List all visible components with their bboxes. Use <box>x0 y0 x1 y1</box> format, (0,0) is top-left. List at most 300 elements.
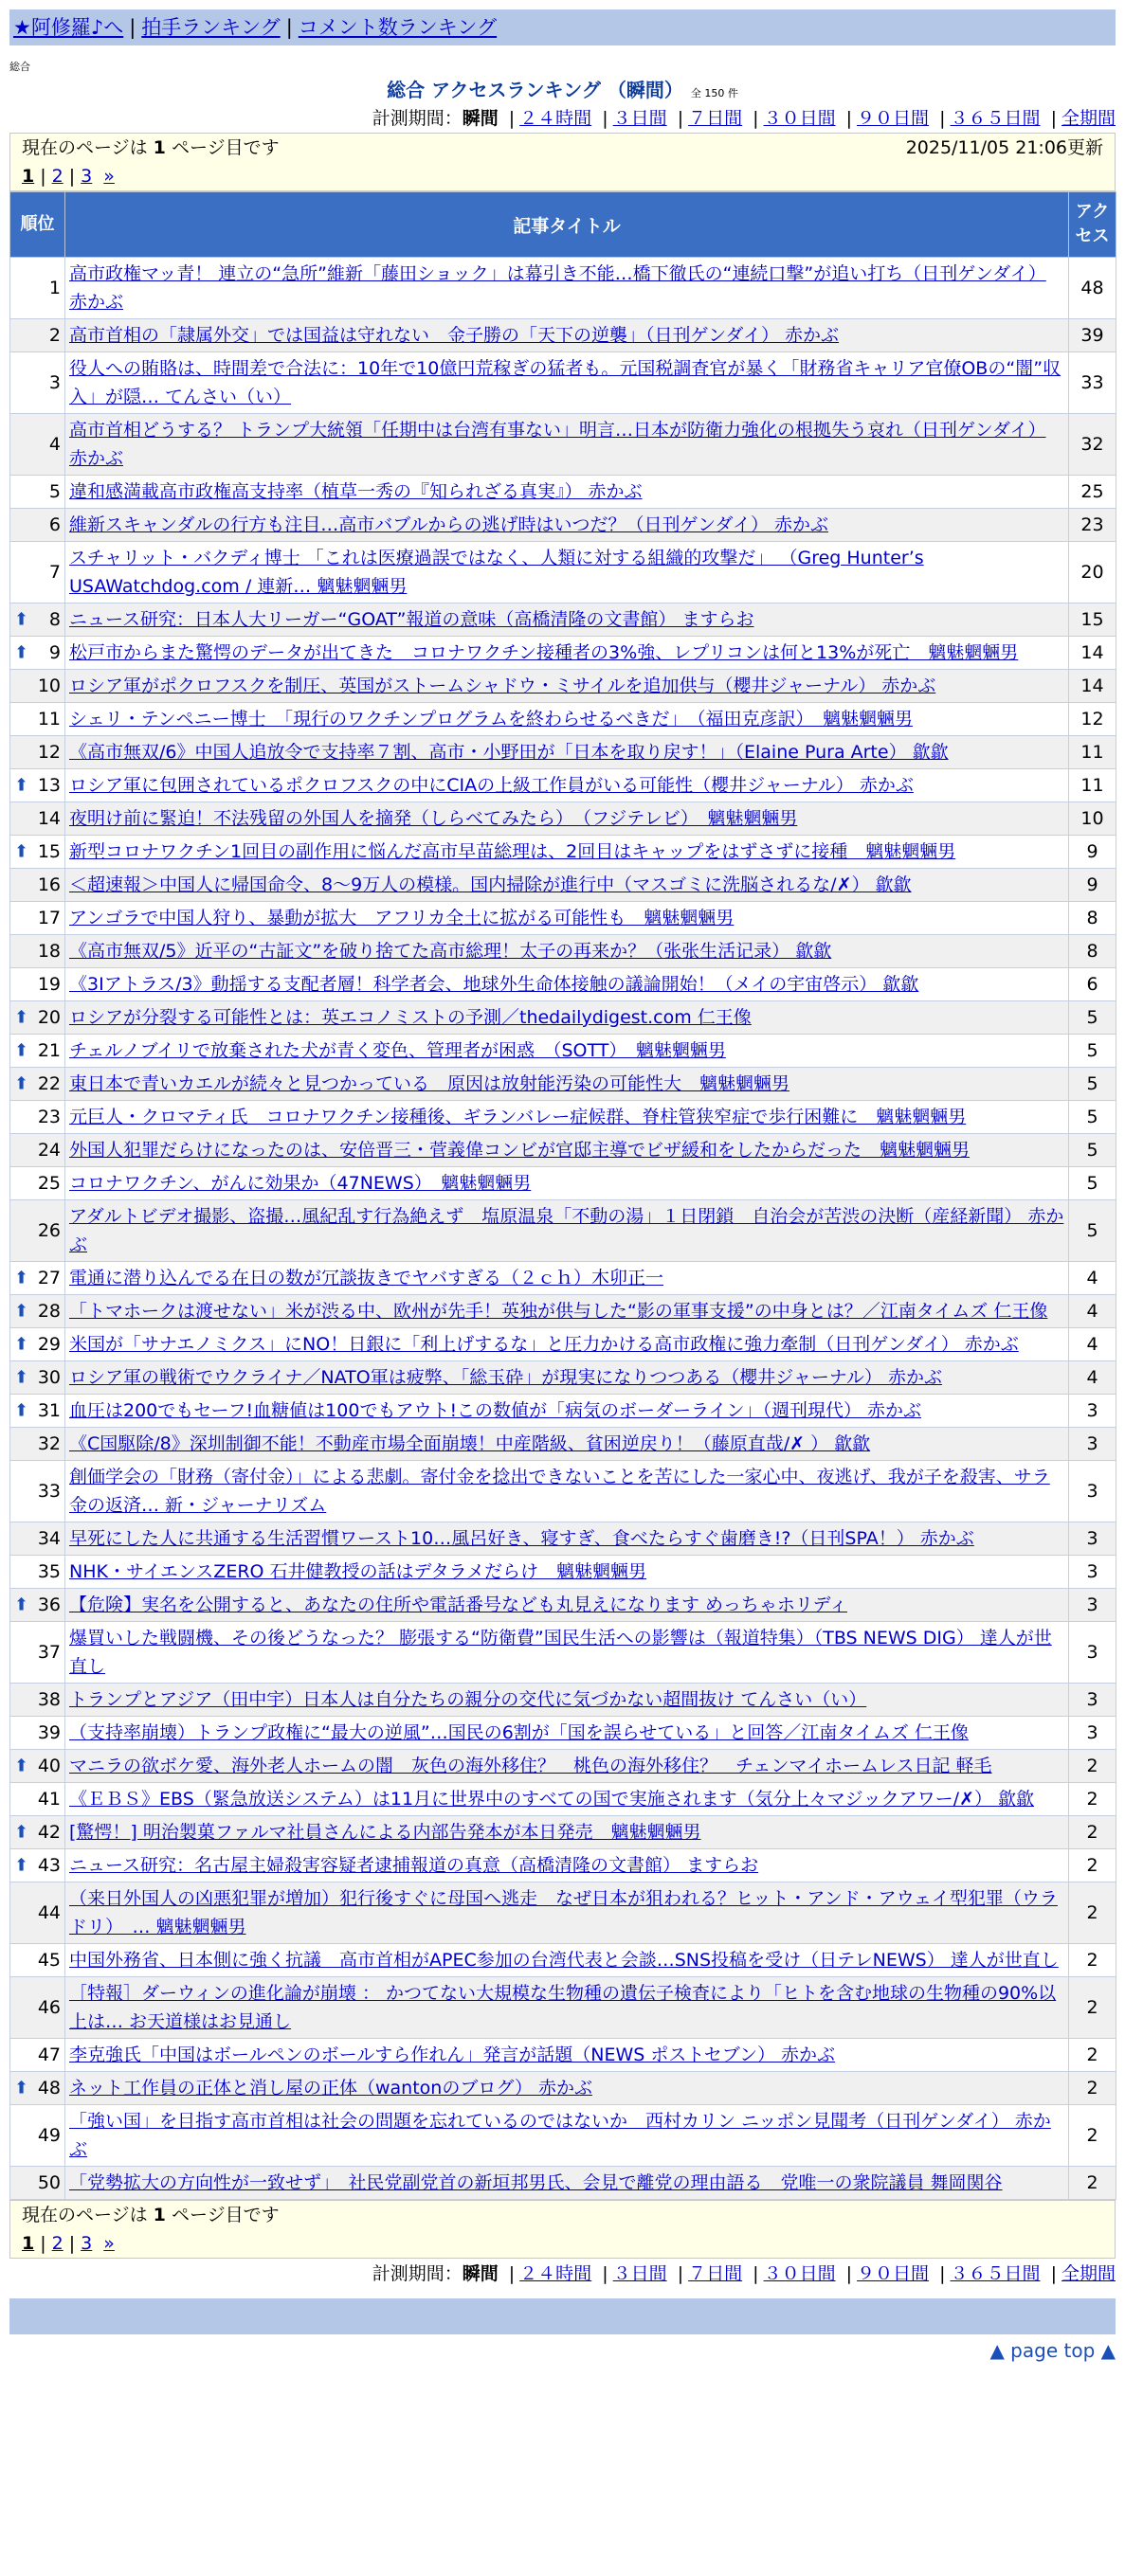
rank-cell <box>10 352 65 414</box>
table-row <box>10 1262 1116 1295</box>
table-row <box>10 902 1116 935</box>
article-link[interactable]: トランプとアジア（田中宇）日本人は自分たちの親分の交代に気づかない超間抜け てんさい（い） <box>69 1689 867 1710</box>
page-top-area <box>0 2334 1125 2367</box>
current-page-text-bottom: 現在のページは 1 ページ目です <box>22 2205 280 2225</box>
current-page-text: 現在のページは 1 ページ目です <box>22 137 280 158</box>
article-link[interactable]: 早死にした人に共通する生活習慣ワースト10…風呂好き、寝すぎ、食べたらすぐ歯磨き!?（日刊SPA！） 赤かぶ <box>69 1528 974 1549</box>
article-link[interactable]: 《高市無双/5》近平の“古証文”を破り捨てた高市総理！太子の再来か？（张张生活记录） 歙歙 <box>69 941 832 962</box>
page-next[interactable]: » <box>103 166 115 187</box>
rank-number: 23 <box>37 1107 61 1127</box>
title-cell <box>65 935 1069 968</box>
article-link[interactable]: チェルノブイリで放棄された犬が青く変色、管理者が困惑 （SOTT） 魑魅魍魎男 <box>69 1040 726 1061</box>
table-row <box>10 1068 1116 1101</box>
rank-number: 38 <box>37 1689 61 1710</box>
article-link[interactable]: スチャリット・バクディ博士 「これは医療過誤ではなく、人類に対する組織的攻撃だ」 （Greg Hunter’s USAWatchdog.com / 連新… 魑魅魍魎男 <box>69 548 924 597</box>
up-arrow-icon: ⬆ <box>14 1301 29 1322</box>
updated-time: 2025/11/05 21:06更新 <box>905 137 1103 158</box>
title-cell <box>65 1522 1069 1556</box>
period-current-bottom: 瞬間 <box>462 2263 499 2284</box>
article-link[interactable]: ニュース研究：日本人大リーガー“GOAT”報道の意味（高橋清隆の文書館） ますらお <box>69 609 754 630</box>
rank-number: 19 <box>37 974 61 995</box>
period-link-all-bottom[interactable]: 全期間 <box>1061 2263 1116 2284</box>
title-cell <box>65 1849 1069 1882</box>
pager-panel-bottom <box>9 2200 1116 2259</box>
article-link[interactable]: 《ＥＢＳ》EBS（緊急放送システム）は11月に世界中のすべての国で実施されます（気分上々マジックアワー/✗） 歙歙 <box>69 1789 1035 1810</box>
rank-number: 15 <box>37 841 61 862</box>
table-row <box>10 1783 1116 1816</box>
title-cell <box>65 1262 1069 1295</box>
table-row <box>10 1395 1116 1428</box>
period-link-24h-bottom[interactable]: ２４時間 <box>519 2263 592 2284</box>
access-count: 2 <box>1069 1849 1116 1882</box>
access-count: 39 <box>1069 319 1116 352</box>
title-cell <box>65 2105 1069 2167</box>
rank-cell <box>10 802 65 836</box>
table-row <box>10 1849 1116 1882</box>
access-count: 23 <box>1069 509 1116 542</box>
rank-cell <box>10 1428 65 1461</box>
access-count: 8 <box>1069 935 1116 968</box>
access-count: 2 <box>1069 1944 1116 1977</box>
title-cell <box>65 802 1069 836</box>
article-link[interactable]: 違和感満載高市政権高支持率（植草一秀の『知られざる真実』） 赤かぶ <box>69 481 643 502</box>
page-link-3[interactable]: 3 <box>81 166 93 187</box>
table-row <box>10 968 1116 1001</box>
rank-number: 11 <box>37 709 61 730</box>
access-count: 5 <box>1069 1101 1116 1134</box>
article-link[interactable]: ニュース研究：名古屋主婦殺害容疑者逮捕報道の真意（高橋清隆の文書館） ますらお <box>69 1855 759 1876</box>
article-link[interactable]: ＜超速報＞中国人に帰国命令、8～9万人の模様。国内掃除が進行中（マスゴミに洗脳されるな/✗） 歙歙 <box>69 874 912 895</box>
access-count: 3 <box>1069 1556 1116 1589</box>
table-row <box>10 1295 1116 1328</box>
rank-cell <box>10 935 65 968</box>
page-link-3-bottom[interactable]: 3 <box>81 2233 93 2254</box>
table-row <box>10 1134 1116 1167</box>
title-cell <box>65 1717 1069 1750</box>
category-label: 総合 <box>9 61 30 73</box>
title-cell <box>65 1167 1069 1200</box>
article-link[interactable]: 新型コロナワクチン1回目の副作用に悩んだ高市早苗総理は、2回目はキャップをはずさずに接種 魑魅魍魎男 <box>69 841 956 862</box>
title-cell <box>65 2167 1069 2200</box>
title-cell <box>65 2072 1069 2105</box>
rank-cell <box>10 1589 65 1622</box>
period-link-3d-bottom[interactable]: ３日間 <box>612 2263 667 2284</box>
article-link[interactable]: 《3Iアトラス/3》動揺する支配者層！科学者会、地球外生命体接触の議論開始！（メイの宇宙啓示） 歙歙 <box>69 974 919 995</box>
nav-link-home[interactable]: ★阿修羅♪へ <box>13 16 124 39</box>
rank-cell <box>10 769 65 802</box>
article-link[interactable]: アダルトビデオ撮影、盗撮…風紀乱す行為絶えず 塩原温泉「不動の湯」１日閉鎖 自治会が苦渋の決断（産経新聞） 赤かぶ <box>69 1206 1064 1255</box>
table-row <box>10 869 1116 902</box>
article-link[interactable]: マニラの欲ボケ愛、海外老人ホームの闇 灰色の海外移住？ 桃色の海外移住？ チェンマイホームレス日記 軽毛 <box>69 1756 992 1776</box>
table-row <box>10 802 1116 836</box>
access-count: 10 <box>1069 802 1116 836</box>
article-link[interactable]: 高市首相どうする？ トランプ大統領「任期中は台湾有事ない」明言…日本が防衛力強化の根拠失う哀れ（日刊ゲンダイ） 赤かぶ <box>69 420 1046 469</box>
title-cell <box>65 319 1069 352</box>
title-cell <box>65 2039 1069 2072</box>
up-arrow-icon: ⬆ <box>14 1040 29 1061</box>
page-link-2-bottom[interactable]: 2 <box>51 2233 64 2254</box>
rank-cell <box>10 703 65 736</box>
article-link[interactable]: ロシアが分裂する可能性とは：英エコノミストの予測／thedailydigest.com 仁王像 <box>69 1007 752 1028</box>
table-row <box>10 603 1116 637</box>
total-count: 全 150 件 <box>690 87 738 99</box>
article-link[interactable]: 高市政権マッ青！ 連立の“急所”維新「藤田ショック」は幕引き不能…橋下徹氏の“連続口撃”が追い打ち（日刊ゲンダイ） 赤かぶ <box>69 263 1046 313</box>
rank-number: 24 <box>37 1140 61 1161</box>
rank-cell <box>10 1882 65 1944</box>
period-link-30d[interactable]: ３０日間 <box>763 108 836 129</box>
table-row <box>10 1882 1116 1944</box>
title-cell <box>65 902 1069 935</box>
rank-cell <box>10 2039 65 2072</box>
rank-number: 44 <box>37 1902 61 1923</box>
article-link[interactable]: （支持率崩壊）トランプ政権に“最大の逆風”…国民の6割が「国を誤らせている」と回答／江南タイムズ 仁王像 <box>69 1722 969 1743</box>
table-row <box>10 736 1116 769</box>
access-count: 25 <box>1069 476 1116 509</box>
rank-number: 27 <box>37 1268 61 1288</box>
title-cell <box>65 1622 1069 1684</box>
title-cell <box>65 1750 1069 1783</box>
rank-number: 6 <box>48 514 61 535</box>
table-row <box>10 836 1116 869</box>
table-row <box>10 1622 1116 1684</box>
table-row <box>10 935 1116 968</box>
table-row <box>10 1167 1116 1200</box>
period-link-365d-bottom[interactable]: ３６５日間 <box>950 2263 1041 2284</box>
table-row <box>10 1717 1116 1750</box>
title-cell <box>65 1428 1069 1461</box>
rank-cell <box>10 1977 65 2039</box>
nav-link-comment-ranking[interactable]: コメント数ランキング <box>298 16 498 39</box>
up-arrow-icon: ⬆ <box>14 1400 29 1421</box>
rank-number: 29 <box>37 1334 61 1355</box>
table-row <box>10 258 1116 319</box>
period-link-90d-bottom[interactable]: ９０日間 <box>857 2263 930 2284</box>
rank-number: 35 <box>37 1561 61 1582</box>
table-row <box>10 1556 1116 1589</box>
header-title: 記事タイトル <box>65 192 1069 258</box>
rank-number: 22 <box>37 1073 61 1094</box>
page-next-bottom[interactable]: » <box>103 2233 115 2254</box>
title-cell <box>65 414 1069 476</box>
title-cell <box>65 1816 1069 1849</box>
rank-number: 14 <box>37 808 61 829</box>
rank-cell <box>10 869 65 902</box>
page-top-link[interactable]: ▲ page top ▲ <box>989 2339 1116 2362</box>
header-rank: 順位 <box>10 192 65 258</box>
article-link[interactable]: 《高市無双/6》中国人追放令で支持率７割、高市・小野田が「日本を取り戻す！」（Elaine Pura Arte） 歙歙 <box>69 742 949 763</box>
table-row <box>10 509 1116 542</box>
title-cell <box>65 1461 1069 1522</box>
access-count: 11 <box>1069 769 1116 802</box>
period-link-7d-bottom[interactable]: ７日間 <box>688 2263 743 2284</box>
ranking-table <box>9 191 1116 2200</box>
page-title <box>0 76 1125 104</box>
rank-number: 3 <box>48 372 61 393</box>
nav-link-clap-ranking[interactable]: 拍手ランキング <box>141 16 281 39</box>
rank-number: 43 <box>37 1855 61 1876</box>
rank-number: 36 <box>37 1594 61 1615</box>
title-cell <box>65 670 1069 703</box>
article-link[interactable]: 「強い国」を目指す高市首相は社会の問題を忘れているのではないか 西村カリン ニッポン見聞考（日刊ゲンダイ） 赤かぶ <box>69 2111 1051 2160</box>
access-count: 4 <box>1069 1328 1116 1361</box>
title-cell <box>65 736 1069 769</box>
page-link-2[interactable]: 2 <box>51 166 64 187</box>
rank-number: 10 <box>37 676 61 696</box>
article-link[interactable]: 維新スキャンダルの行方も注目…高市バブルからの逃げ時はいつだ？（日刊ゲンダイ） 赤かぶ <box>69 514 829 535</box>
table-row <box>10 1461 1116 1522</box>
period-link-7d[interactable]: ７日間 <box>688 108 743 129</box>
rank-number: 39 <box>37 1722 61 1743</box>
up-arrow-icon: ⬆ <box>14 841 29 862</box>
rank-number: 28 <box>37 1301 61 1322</box>
table-row <box>10 414 1116 476</box>
period-selector-bottom: 計測期間：瞬間 | ２４時間 | ３日間 | ７日間 | ３０日間 | ９０日間 | ３６５日間 | 全期間 <box>372 2263 1116 2284</box>
article-link[interactable]: 「党勢拡大の方向性が一致せず」 社民党副党首の新垣邦男氏、会見で離党の理由語る 党唯一の衆院議員 舞岡関谷 <box>69 2172 1003 2193</box>
rank-number: 46 <box>37 1997 61 2018</box>
period-label: 計測期間： <box>372 108 463 129</box>
article-link[interactable]: 爆買いした戦闘機、その後どうなった？ 膨張する“防衛費”国民生活への影響は（報道特集）（TBS NEWS DIG） 達人が世直し <box>69 1628 1052 1677</box>
period-link-30d-bottom[interactable]: ３０日間 <box>763 2263 836 2284</box>
access-count: 5 <box>1069 1001 1116 1035</box>
access-count: 14 <box>1069 637 1116 670</box>
article-link[interactable]: 夜明け前に緊迫！不法残留の外国人を摘発（しらべてみたら） （フジテレビ） 魑魅魍魎男 <box>69 808 798 829</box>
rank-cell <box>10 2105 65 2167</box>
rank-cell <box>10 1035 65 1068</box>
rank-cell <box>10 414 65 476</box>
table-row <box>10 1816 1116 1849</box>
rank-cell <box>10 670 65 703</box>
table-row <box>10 1101 1116 1134</box>
table-row <box>10 1522 1116 1556</box>
table-row <box>10 670 1116 703</box>
table-row <box>10 1200 1116 1262</box>
access-count: 8 <box>1069 902 1116 935</box>
period-link-all[interactable]: 全期間 <box>1061 108 1116 129</box>
title-cell <box>65 637 1069 670</box>
article-link[interactable]: 創価学会の「財務（寄付金）」による悲劇。寄付金を捻出できないことを苦にした一家心中、夜逃げ、我が子を殺害、サラ金の返済… 新・ジャーナリズム <box>69 1467 1050 1516</box>
up-arrow-icon: ⬆ <box>14 1268 29 1288</box>
rank-number: 49 <box>37 2125 61 2146</box>
period-label-bottom: 計測期間： <box>372 2263 463 2284</box>
access-count: 5 <box>1069 1134 1116 1167</box>
title-cell <box>65 1134 1069 1167</box>
rank-cell <box>10 603 65 637</box>
rank-number: 5 <box>48 481 61 502</box>
article-link[interactable]: 役人への賄賂は、時間差で合法に：10年で10億円荒稼ぎの猛者も。元国税調査官が暴く「財務省キャリア官僚OBの“闇”収入」が隠… てんさい（い） <box>69 358 1061 407</box>
title-cell <box>65 968 1069 1001</box>
access-count: 14 <box>1069 670 1116 703</box>
title-cell <box>65 476 1069 509</box>
access-count: 33 <box>1069 352 1116 414</box>
article-link[interactable]: 血圧は200でもセーフ!血糖値は100でもアウト!この数値が「病気のボーダーライン」（週刊現代） 赤かぶ <box>69 1400 922 1421</box>
rank-number: 9 <box>48 642 61 663</box>
rank-number: 34 <box>37 1528 61 1549</box>
access-count: 5 <box>1069 1035 1116 1068</box>
rank-cell <box>10 1134 65 1167</box>
table-row <box>10 1977 1116 2039</box>
rank-number: 48 <box>37 2078 61 2099</box>
article-link[interactable]: 李克強氏「中国はボールペンのボールすら作れん」発言が話題（NEWS ポストセブン） 赤かぶ <box>69 2045 836 2065</box>
table-row <box>10 319 1116 352</box>
access-count: 2 <box>1069 1977 1116 2039</box>
rank-cell <box>10 1622 65 1684</box>
article-link[interactable]: ロシア軍がポクロフスクを制圧、英国がストームシャドウ・ミサイルを追加供与（櫻井ジャーナル） 赤かぶ <box>69 676 936 696</box>
rank-cell <box>10 637 65 670</box>
title-cell <box>65 1882 1069 1944</box>
period-link-3d[interactable]: ３日間 <box>612 108 667 129</box>
article-link[interactable]: アンゴラで中国人狩り、暴動が拡大 アフリカ全土に拡がる可能性も 魑魅魍魎男 <box>69 908 735 928</box>
article-link[interactable]: 米国が「サナエノミクス」にNO！日銀に「利上げするな」と圧力かける高市政権に強力牽制（日刊ゲンダイ） 赤かぶ <box>69 1334 1019 1355</box>
article-link[interactable]: （来日外国人の凶悪犯罪が増加）犯行後すぐに母国へ逃走 なぜ日本が狙われる？ヒット・アンド・アウェイ型犯罪（ウラドリ） … 魑魅魍魎男 <box>69 1888 1058 1937</box>
title-cell <box>65 352 1069 414</box>
pagination: 1 | 2 | 3 » <box>22 166 115 187</box>
access-count: 3 <box>1069 1622 1116 1684</box>
article-link[interactable]: 《C国駆除/8》深圳制御不能！不動産市場全面崩壊！中産階級、貧困逆戻り！（藤原直哉/✗ ） 歙歙 <box>69 1433 871 1454</box>
table-row <box>10 542 1116 603</box>
rank-cell <box>10 1944 65 1977</box>
rank-number: 41 <box>37 1789 61 1810</box>
article-link[interactable]: 【危険】実名を公開すると、あなたの住所や電話番号なども丸見えになります めっちゃホリディ <box>69 1594 847 1615</box>
article-link[interactable]: [驚愕！] 明治製菓ファルマ社員さんによる内部告発本が本日発売 魑魅魍魎男 <box>69 1822 701 1843</box>
title-cell <box>65 1361 1069 1395</box>
rank-cell <box>10 1262 65 1295</box>
rank-number: 21 <box>37 1040 61 1061</box>
title-cell <box>65 1068 1069 1101</box>
rank-cell <box>10 736 65 769</box>
article-link[interactable]: ロシア軍の戦術でウクライナ／NATO軍は疲弊、「総玉砕」が現実になりつつある（櫻井ジャーナル） 赤かぶ <box>69 1367 942 1388</box>
rank-cell <box>10 476 65 509</box>
rank-number: 32 <box>37 1433 61 1454</box>
rank-cell <box>10 1522 65 1556</box>
top-navigation: ★阿修羅♪へ | 拍手ランキング | コメント数ランキング <box>9 9 1116 45</box>
period-selector-top: 計測期間：瞬間 | ２４時間 | ３日間 | ７日間 | ３０日間 | ９０日間 | ３６５日間 | 全期間 <box>372 108 1116 129</box>
up-arrow-icon: ⬆ <box>14 1756 29 1776</box>
table-row <box>10 1944 1116 1977</box>
article-link[interactable]: ロシア軍に包囲されているポクロフスクの中にCIAの上級工作員がいる可能性（櫻井ジャーナル） 赤かぶ <box>69 775 914 796</box>
rank-cell <box>10 1461 65 1522</box>
article-link[interactable]: NHK・サイエンスZERO 石井健教授の話はデタラメだらけ 魑魅魍魎男 <box>69 1561 646 1582</box>
table-row <box>10 2167 1116 2200</box>
access-count: 9 <box>1069 836 1116 869</box>
article-link[interactable]: ネット工作員の正体と消し屋の正体（wantonのブログ） 赤かぶ <box>69 2078 592 2099</box>
rank-number: 18 <box>37 941 61 962</box>
title-cell <box>65 258 1069 319</box>
rank-number: 2 <box>48 325 61 346</box>
title-cell <box>65 769 1069 802</box>
rank-number: 50 <box>37 2172 61 2193</box>
table-row <box>10 2105 1116 2167</box>
table-row <box>10 1684 1116 1717</box>
title-cell <box>65 1783 1069 1816</box>
rank-number: 20 <box>37 1007 61 1028</box>
article-link[interactable]: 松戸市からまた驚愕のデータが出てきた コロナワクチン接種者の3%強、レプリコンは何と13%が死亡 魑魅魍魎男 <box>69 642 1019 663</box>
article-link[interactable]: 外国人犯罪だらけになったのは、安倍晋三・菅義偉コンビが官邸主導でビザ緩和をしたからだった 魑魅魍魎男 <box>69 1140 971 1161</box>
footer-bar <box>9 2298 1116 2334</box>
page-current-bottom: 1 <box>22 2233 35 2254</box>
title-cell <box>65 542 1069 603</box>
title-cell <box>65 869 1069 902</box>
rank-number: 12 <box>37 742 61 763</box>
period-link-365d[interactable]: ３６５日間 <box>950 108 1041 129</box>
up-arrow-icon: ⬆ <box>14 1594 29 1615</box>
access-count: 3 <box>1069 1717 1116 1750</box>
rank-number: 33 <box>37 1481 61 1502</box>
article-link[interactable]: コロナワクチン、がんに効果か（47NEWS） 魑魅魍魎男 <box>69 1173 532 1194</box>
page-current: 1 <box>22 166 35 187</box>
rank-cell <box>10 1068 65 1101</box>
access-count: 12 <box>1069 703 1116 736</box>
table-row <box>10 1428 1116 1461</box>
article-link[interactable]: ［特報］ダーウィンの進化論が崩壊 ： かつてない大規模な生物種の遺伝子検査により「ヒトを含む地球の生物種の90%以上は… お天道様はお見通し <box>69 1983 1057 2032</box>
article-link[interactable]: 中国外務省、日本側に強く抗議 高市首相がAPEC参加の台湾代表と会談…SNS投稿を受け（日テレNEWS） 達人が世直し <box>69 1950 1059 1971</box>
article-link[interactable]: 元巨人・クロマティ氏 コロナワクチン接種後、ギランバレー症候群、脊柱管狭窄症で歩行困難に 魑魅魍魎男 <box>69 1107 967 1127</box>
article-link[interactable]: 東日本で青いカエルが続々と見つかっている 原因は放射能汚染の可能性大 魑魅魍魎男 <box>69 1073 790 1094</box>
access-count: 20 <box>1069 542 1116 603</box>
rank-cell <box>10 1849 65 1882</box>
header-access: アクセス <box>1069 192 1116 258</box>
title-cell <box>65 1684 1069 1717</box>
rank-number: 30 <box>37 1367 61 1388</box>
period-link-90d[interactable]: ９０日間 <box>857 108 930 129</box>
article-link[interactable]: 高市首相の「隷属外交」では国益は守れない 金子勝の「天下の逆襲」（日刊ゲンダイ） 赤かぶ <box>69 325 840 346</box>
access-count: 3 <box>1069 1684 1116 1717</box>
access-count: 4 <box>1069 1262 1116 1295</box>
period-link-24h[interactable]: ２４時間 <box>519 108 592 129</box>
access-count: 6 <box>1069 968 1116 1001</box>
rank-cell <box>10 2072 65 2105</box>
rank-cell <box>10 509 65 542</box>
table-row <box>10 352 1116 414</box>
page-title-text: 総合 アクセスランキング （瞬間） <box>387 79 683 101</box>
rank-cell <box>10 1816 65 1849</box>
title-cell <box>65 1395 1069 1428</box>
table-row <box>10 1328 1116 1361</box>
title-cell <box>65 603 1069 637</box>
up-arrow-icon: ⬆ <box>14 775 29 796</box>
up-arrow-icon: ⬆ <box>14 2078 29 2099</box>
access-count: 4 <box>1069 1295 1116 1328</box>
up-arrow-icon: ⬆ <box>14 1007 29 1028</box>
table-row <box>10 476 1116 509</box>
rank-cell <box>10 1395 65 1428</box>
table-row <box>10 1750 1116 1783</box>
table-row <box>10 2039 1116 2072</box>
rank-number: 45 <box>37 1950 61 1971</box>
pager-panel-top <box>9 133 1116 191</box>
article-link[interactable]: シェリ・テンペニー博士 「現行のワクチンプログラムを終わらせるべきだ」 （福田克彦訳） 魑魅魍魎男 <box>69 709 913 730</box>
table-row <box>10 1035 1116 1068</box>
table-row <box>10 703 1116 736</box>
rank-number: 7 <box>48 562 61 583</box>
access-count: 3 <box>1069 1589 1116 1622</box>
access-count: 32 <box>1069 414 1116 476</box>
rank-cell <box>10 836 65 869</box>
title-cell <box>65 1556 1069 1589</box>
access-count: 2 <box>1069 2039 1116 2072</box>
rank-number: 40 <box>37 1756 61 1776</box>
title-cell <box>65 509 1069 542</box>
rank-number: 31 <box>37 1400 61 1421</box>
table-row <box>10 1001 1116 1035</box>
article-link[interactable]: 「トマホークは渡せない」米が渋る中、欧州が先手！英独が供与した“影の軍事支援”の中身とは？／江南タイムズ 仁王像 <box>69 1301 1048 1322</box>
article-link[interactable]: 電通に潜り込んでる在日の数が冗談抜きでヤバすぎる（２ｃｈ）木卯正一 <box>69 1268 664 1288</box>
title-cell <box>65 1200 1069 1262</box>
access-count: 2 <box>1069 2167 1116 2200</box>
rank-cell <box>10 1361 65 1395</box>
rank-number: 25 <box>37 1173 61 1194</box>
title-cell <box>65 1944 1069 1977</box>
access-count: 5 <box>1069 1167 1116 1200</box>
